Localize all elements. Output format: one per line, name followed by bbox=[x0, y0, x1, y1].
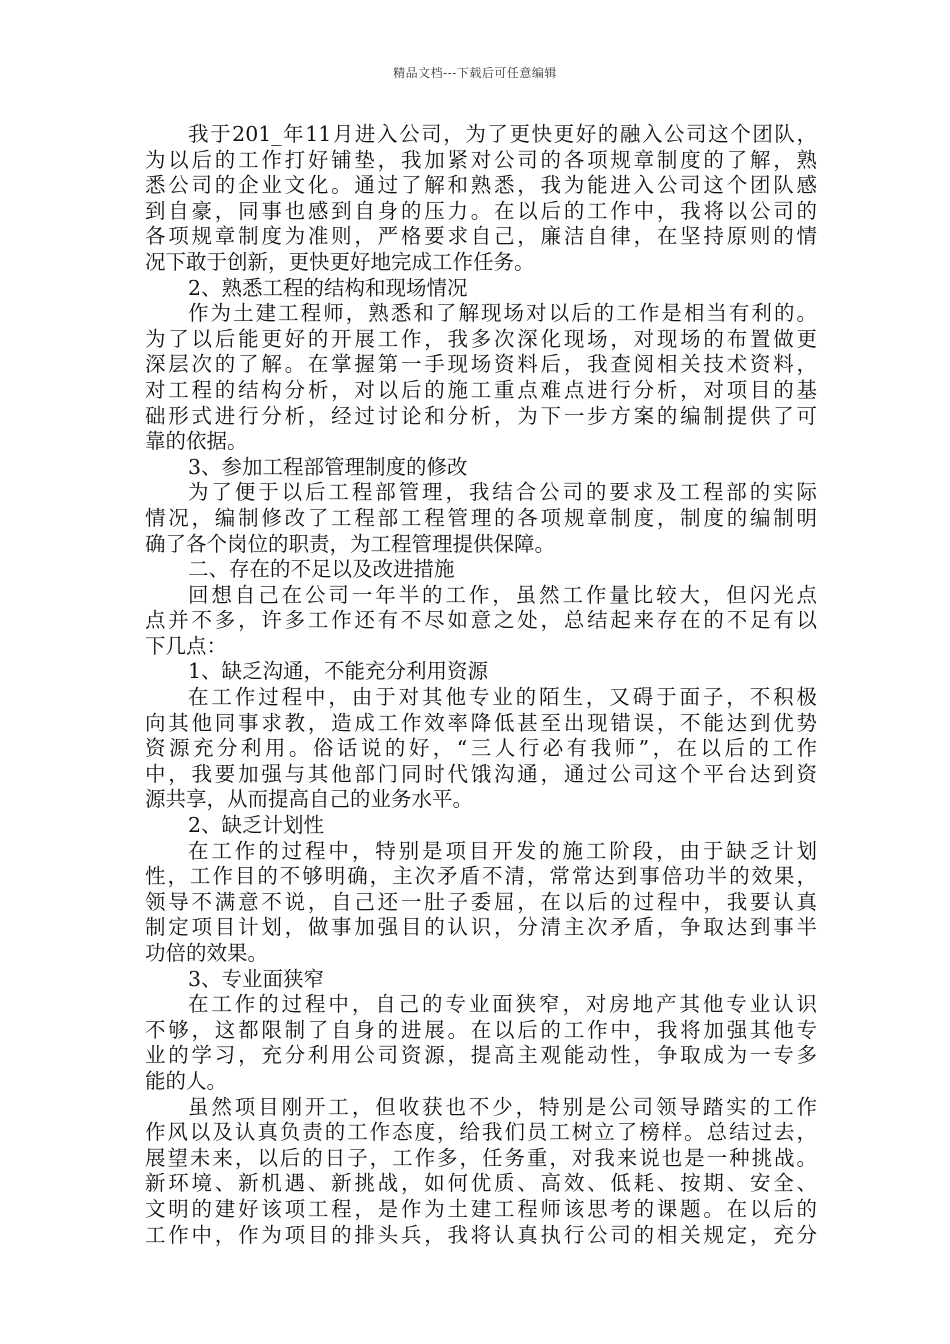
text-line: 2、熟悉工程的结构和现场情况 bbox=[188, 275, 468, 300]
text-line: 3、专业面狭窄 bbox=[188, 966, 325, 991]
text-line: 向其他同事求教，造成工作效率降低甚至出现错误，不能达到优势 bbox=[145, 710, 817, 735]
text-line: 况下敢于创新，更快更好地完成工作任务。 bbox=[145, 249, 535, 274]
paragraph bbox=[145, 813, 817, 839]
paragraph bbox=[145, 480, 817, 557]
document-body bbox=[145, 122, 817, 1248]
text-line: 作为土建工程师，熟悉和了解现场对以后的工作是相当有利的。 bbox=[188, 301, 817, 326]
text-line: 在工作的过程中，自己的专业面狭窄，对房地产其他专业认识 bbox=[188, 992, 817, 1017]
text-line: 1、缺乏沟通，不能充分利用资源 bbox=[188, 659, 489, 684]
paragraph bbox=[145, 455, 817, 481]
paragraph bbox=[145, 967, 817, 993]
text-line: 础形式进行分析，经过讨论和分析，为下一步方案的编制提供了可 bbox=[145, 403, 817, 428]
paragraph bbox=[145, 557, 817, 583]
text-line: 2、缺乏计划性 bbox=[188, 813, 325, 838]
text-line: 二、存在的不足以及改进措施 bbox=[188, 557, 455, 582]
text-line: 虽然项目刚开工，但收获也不少，特别是公司领导踏实的工作 bbox=[188, 1094, 817, 1119]
text-line: 各项规章制度为准则，严格要求自己，廉洁自律，在坚持原则的情 bbox=[145, 224, 817, 249]
paragraph bbox=[145, 659, 817, 685]
paragraph bbox=[145, 685, 817, 813]
text-line: 情况，编制修改了工程部工程管理的各项规章制度，制度的编制明 bbox=[145, 505, 817, 530]
page-header: 精品文档---下载后可任意编辑 bbox=[393, 66, 557, 80]
text-line: 展望未来，以后的日子，工作多，任务重，对我来说也是一种挑战。 bbox=[145, 1145, 817, 1170]
text-line: 业的学习，充分利用公司资源，提高主观能动性，争取成为一专多 bbox=[145, 1043, 817, 1068]
text-line: 深层次的了解。在掌握第一手现场资料后，我查阅相关技术资料， bbox=[145, 352, 817, 377]
paragraph bbox=[145, 122, 817, 276]
text-line: 资源充分利用。俗话说的好，“三人行必有我师”，在以后的工作 bbox=[145, 736, 817, 761]
text-line: 悉公司的企业文化。通过了解和熟悉，我为能进入公司这个团队感 bbox=[145, 173, 817, 198]
paragraph bbox=[145, 301, 817, 455]
text-line: 回想自己在公司一年半的工作，虽然工作量比较大，但闪光点 bbox=[188, 582, 817, 607]
text-line: 在工作的过程中，特别是项目开发的施工阶段，由于缺乏计划 bbox=[188, 838, 817, 863]
text-line: 制定项目计划，做事加强目的认识，分清主次矛盾，争取达到事半 bbox=[145, 915, 817, 940]
text-line: 为了便于以后工程部管理，我结合公司的要求及工程部的实际 bbox=[188, 480, 817, 505]
text-line: 中，我要加强与其他部门同时代饿沟通，通过公司这个平台达到资 bbox=[145, 761, 817, 786]
text-line: 工作中，作为项目的排头兵，我将认真执行公司的相关规定，充分 bbox=[145, 1222, 817, 1247]
text-line: 不够，这都限制了自身的进展。在以后的工作中，我将加强其他专 bbox=[145, 1017, 817, 1042]
text-line: 源共享，从而提高自己的业务水平。 bbox=[145, 787, 473, 812]
paragraph bbox=[145, 992, 817, 1094]
text-line: 点并不多，许多工作还有不尽如意之处，总结起来存在的不足有以 bbox=[145, 608, 817, 633]
text-line: 为了以后能更好的开展工作，我多次深化现场，对现场的布置做更 bbox=[145, 326, 817, 351]
text-line: 新环境、新机遇、新挑战，如何优质、高效、低耗、按期、安全、 bbox=[145, 1171, 817, 1196]
text-line: 确了各个岗位的职责，为工程管理提供保障。 bbox=[145, 531, 555, 556]
text-line: 3、参加工程部管理制度的修改 bbox=[188, 454, 468, 479]
text-line: 文明的建好该项工程，是作为土建工程师该思考的课题。在以后的 bbox=[145, 1196, 817, 1221]
text-line: 为以后的工作打好铺垫，我加紧对公司的各项规章制度的了解，熟 bbox=[145, 147, 817, 172]
text-line: 能的人。 bbox=[145, 1068, 227, 1093]
text-line: 我于201_年11月进入公司，为了更快更好的融入公司这个团队， bbox=[188, 122, 817, 146]
text-line: 对工程的结构分析，对以后的施工重点难点进行分析，对项目的基 bbox=[145, 377, 817, 402]
text-line: 作风以及认真负责的工作态度，给我们员工树立了榜样。总结过去， bbox=[145, 1120, 817, 1145]
paragraph bbox=[145, 583, 817, 660]
text-line: 到自豪，同事也感到自身的压力。在以后的工作中，我将以公司的 bbox=[145, 198, 817, 223]
text-line: 功倍的效果。 bbox=[145, 941, 268, 965]
text-line: 靠的依据。 bbox=[145, 429, 248, 454]
text-line: 下几点： bbox=[145, 633, 227, 658]
paragraph bbox=[145, 839, 817, 967]
text-line: 性，工作目的不够明确，主次矛盾不清，常常达到事倍功半的效果， bbox=[145, 864, 817, 889]
paragraph bbox=[145, 1095, 817, 1249]
text-line: 领导不满意不说，自己还一肚子委屈，在以后的过程中，我要认真 bbox=[145, 889, 817, 914]
text-line: 在工作过程中，由于对其他专业的陌生，又碍于面子，不积极 bbox=[188, 685, 817, 710]
paragraph bbox=[145, 276, 817, 302]
